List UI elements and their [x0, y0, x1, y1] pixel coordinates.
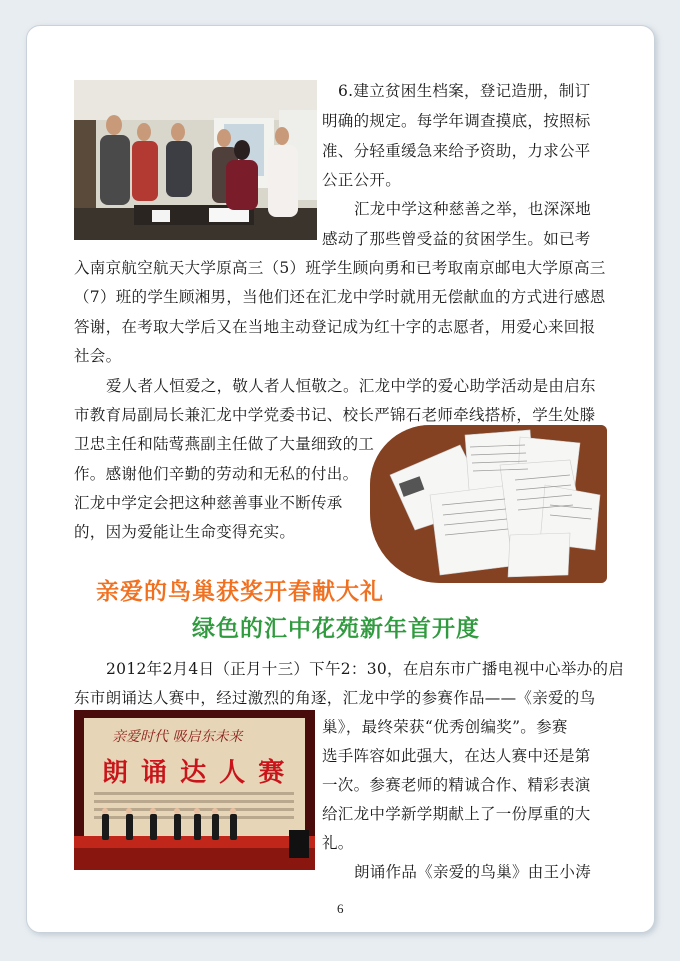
paragraph-line: 社会。 [74, 347, 122, 365]
paragraph-line: 巢》，最终荣获“优秀创编奖”。参赛 [322, 718, 568, 736]
paragraph-line: 汇龙中学这种慈善之举，也深深地 [354, 200, 592, 218]
headline-line-2: 绿色的汇中花苑新年首开度 [192, 616, 480, 642]
stage-banner-slogan: 亲爱时代 吸启东未来 [112, 729, 243, 745]
paragraph-line: 入南京航空航天大学原高三（5）班学生顾向勇和已考取南京邮电大学原高三 [74, 259, 606, 277]
paragraph-line: 市教育局副局长兼汇龙中学党委书记、校长严锦石老师牵线搭桥，学生处滕 [74, 406, 596, 424]
paragraph-line: 东市朗诵达人赛中，经过激烈的角逐，汇龙中学的参赛作品——《亲爱的鸟 [74, 689, 596, 707]
paragraph-line: （7）班的学生顾湘男，当他们还在汇龙中学时就用无偿献血的方式进行感恩 [74, 288, 606, 306]
paragraph-line: 答谢，在考取大学后又在当地主动登记成为红十字的志愿者，用爱心来回报 [74, 318, 596, 336]
documents-photo-image [370, 425, 607, 583]
paragraph-line: 卫忠主任和陆莺燕副主任做了大量细致的工 [74, 435, 375, 453]
meeting-photo [74, 80, 317, 240]
paragraph-line: 礼。 [322, 834, 354, 852]
page-number: 6 [337, 901, 344, 916]
paragraph-line: 6.建立贫困生档案，登记造册，制订 [338, 82, 591, 100]
paragraph-line: 准、分轻重缓急来给予资助，力求公平 [322, 142, 591, 160]
paragraph-line: 朗诵作品《亲爱的鸟巢》由王小涛 [354, 863, 592, 881]
paragraph-line: 2012年2月4日（正月十三）下午2：30，在启东市广播电视中心举办的启 [106, 660, 625, 678]
paragraph-line: 爱人者人恒爱之，敬人者人恒敬之。汇龙中学的爱心助学活动是由启东 [106, 377, 596, 395]
paragraph-line: 感动了那些曾受益的贫困学生。如已考 [322, 230, 591, 248]
stage-banner-title: 朗 诵 达 人 赛 [102, 758, 287, 788]
paragraph-line: 的，因为爱能让生命变得充实。 [74, 523, 296, 541]
paragraph-line: 一次。参赛老师的精诚合作、精彩表演 [322, 776, 591, 794]
paragraph-line: 选手阵容如此强大，在达人赛中还是第 [322, 747, 591, 765]
paragraph-line: 公正公开。 [322, 171, 402, 189]
paragraph-line: 给汇龙中学新学期献上了一份厚重的大 [322, 805, 591, 823]
meeting-photo-image [74, 80, 317, 240]
paragraph-line: 作。感谢他们辛勤的劳动和无私的付出。 [74, 465, 359, 483]
stage-photo [74, 710, 315, 870]
documents-photo [370, 425, 607, 583]
headline-line-1: 亲爱的鸟巢获奖开春献大礼 [96, 579, 384, 605]
paragraph-line: 明确的规定。每学年调查摸底，按照标 [322, 112, 591, 130]
paragraph-line: 汇龙中学定会把这种慈善事业不断传承 [74, 494, 343, 512]
